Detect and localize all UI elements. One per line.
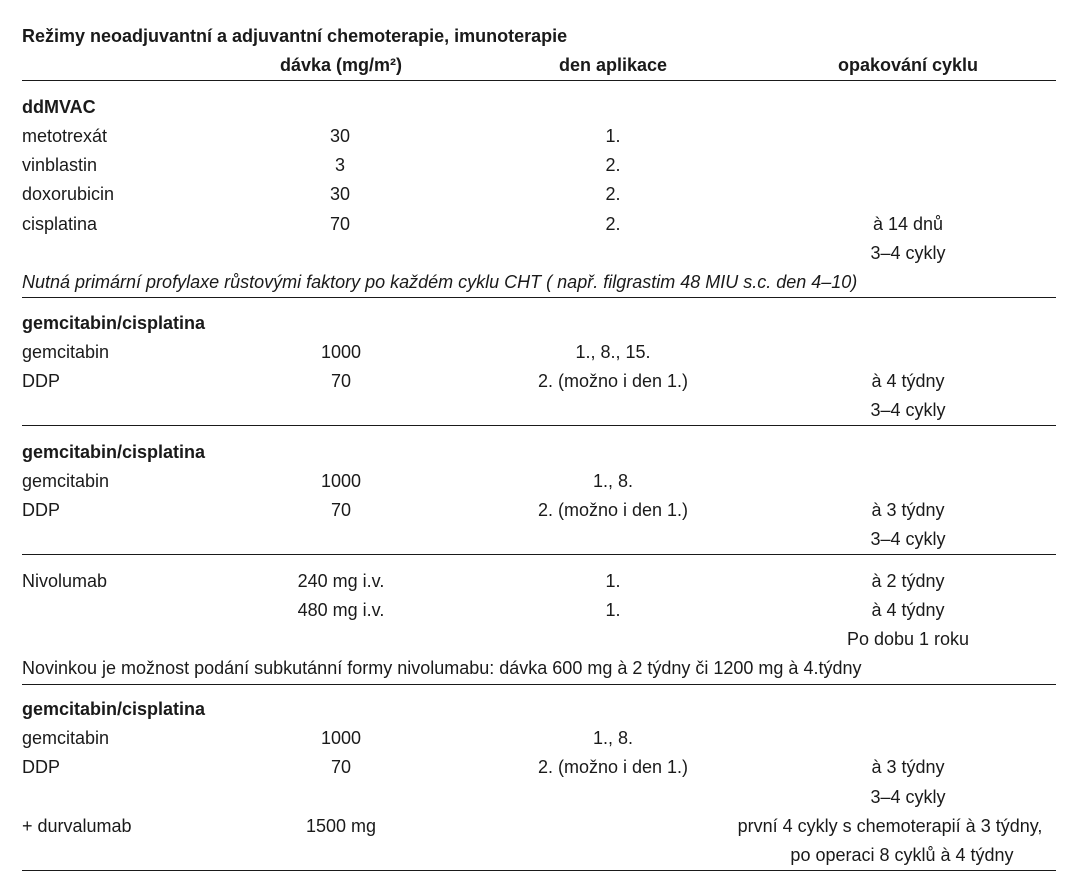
drug-day: 1., 8.: [592, 471, 634, 491]
drug-dose: 480 mg i.v.: [297, 600, 385, 620]
drug-dose: 70: [330, 500, 352, 520]
drug-name: gemcitabin: [22, 342, 110, 362]
drug-name: metotrexát: [22, 126, 108, 146]
drug-day: 2.: [605, 214, 621, 234]
drug-day: 2.: [605, 184, 621, 204]
section-rule: [22, 684, 1056, 685]
drug-name: + durvalumab: [22, 816, 132, 836]
drug-dose: 1000: [320, 471, 362, 491]
section-title-ddmvac: ddMVAC: [22, 97, 96, 117]
cycle-repeat: první 4 cykly s chemoterapií à 3 týdny,: [737, 816, 1043, 836]
drug-day: 1., 8.: [592, 728, 634, 748]
section-rule: [22, 297, 1056, 298]
drug-name: gemcitabin: [22, 728, 110, 748]
drug-day: 1.: [605, 600, 621, 620]
drug-name: doxorubicin: [22, 184, 115, 204]
drug-day: 2.: [605, 155, 621, 175]
header-rule: [22, 80, 1056, 81]
cycle-count: 3–4 cykly: [870, 787, 946, 807]
header-repeat: opakování cyklu: [837, 55, 979, 75]
section-rule: [22, 425, 1056, 426]
cycle-repeat: à 2 týdny: [871, 571, 945, 591]
cycle-repeat: à 3 týdny: [871, 757, 945, 777]
table-title: Režimy neoadjuvantní a adjuvantní chemoterapie, imunoterapie: [22, 26, 568, 46]
section-rule: [22, 554, 1056, 555]
drug-day: 1.: [605, 571, 621, 591]
cycle-duration: Po dobu 1 roku: [846, 629, 970, 649]
drug-name: DDP: [22, 757, 61, 777]
drug-dose: 70: [330, 757, 352, 777]
drug-day: 2. (možno i den 1.): [537, 757, 689, 777]
drug-dose: 1000: [320, 342, 362, 362]
section-title-gem-cis: gemcitabin/cisplatina: [22, 699, 206, 719]
drug-dose: 70: [329, 214, 351, 234]
drug-day: 1., 8., 15.: [575, 342, 651, 362]
cycle-repeat: à 14 dnů: [872, 214, 944, 234]
drug-day: 2. (možno i den 1.): [537, 371, 689, 391]
section-title-gem-cis: gemcitabin/cisplatina: [22, 442, 206, 462]
header-dose: dávka (mg/m²): [279, 55, 403, 75]
drug-day: 2. (možno i den 1.): [537, 500, 689, 520]
header-day: den aplikace: [558, 55, 668, 75]
drug-dose: 30: [329, 184, 351, 204]
drug-name: DDP: [22, 500, 61, 520]
drug-day: 1.: [605, 126, 621, 146]
cycle-count: 3–4 cykly: [870, 400, 946, 420]
drug-dose: 240 mg i.v.: [297, 571, 385, 591]
cycle-count: 3–4 cykly: [870, 529, 946, 549]
drug-dose: 70: [330, 371, 352, 391]
cycle-repeat: po operaci 8 cyklů à 4 týdny: [790, 845, 1014, 865]
drug-name: vinblastin: [22, 155, 98, 175]
section-note: Nutná primární profylaxe růstovými faktory po každém cyklu CHT ( např. filgrastim 48 MIU s.c. den 4–10): [22, 272, 858, 292]
drug-name: cisplatina: [22, 214, 98, 234]
cycle-repeat: à 4 týdny: [871, 371, 945, 391]
section-title-gem-cis: gemcitabin/cisplatina: [22, 313, 206, 333]
section-note: Novinkou je možnost podání subkutánní formy nivolumabu: dávka 600 mg à 2 týdny či 1200 mg à 4.týdny: [22, 658, 862, 678]
drug-name: gemcitabin: [22, 471, 110, 491]
drug-dose: 1500 mg: [305, 816, 377, 836]
drug-name: Nivolumab: [22, 571, 108, 591]
drug-dose: 3: [334, 155, 346, 175]
cycle-repeat: à 4 týdny: [871, 600, 945, 620]
cycle-repeat: à 3 týdny: [871, 500, 945, 520]
table-bottom-rule: [22, 870, 1056, 871]
drug-dose: 1000: [320, 728, 362, 748]
drug-dose: 30: [329, 126, 351, 146]
cycle-count: 3–4 cykly: [870, 243, 946, 263]
drug-name: DDP: [22, 371, 61, 391]
